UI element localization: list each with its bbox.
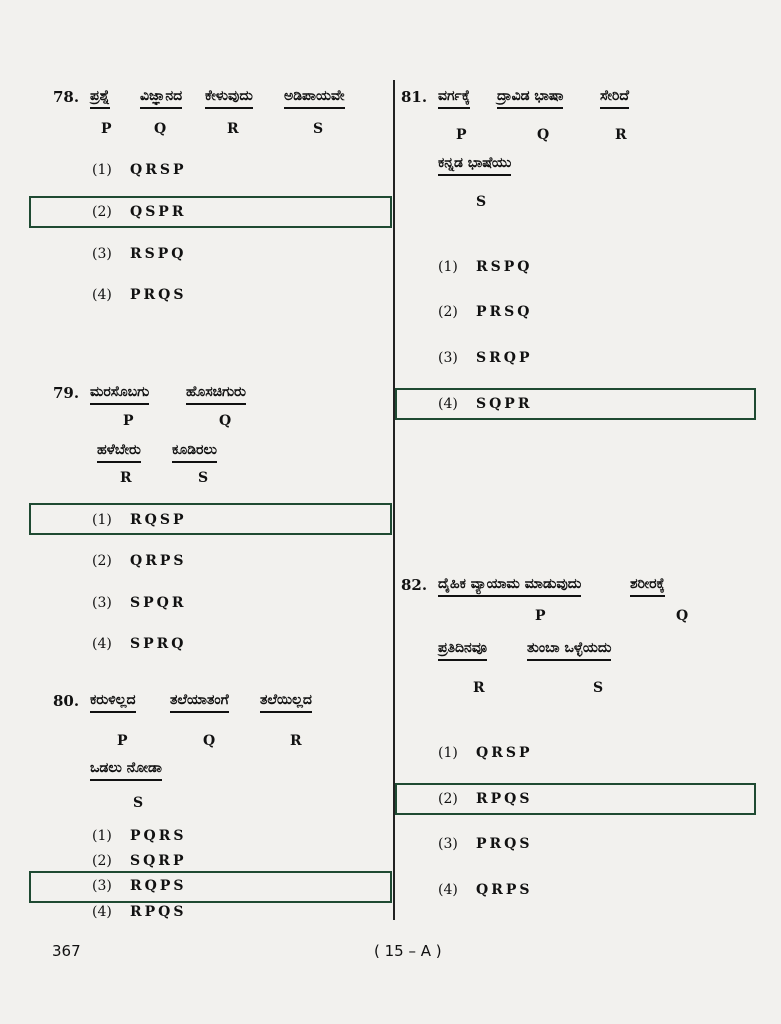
tag-r: R (473, 680, 485, 696)
segment-r: ಪ್ರತಿದಿನವೂ (438, 640, 487, 661)
segment-p: ಪ್ರಶ್ನೆ (90, 88, 110, 109)
tag-p: P (123, 413, 134, 429)
tag-q: Q (154, 121, 167, 137)
tag-r: R (120, 470, 132, 486)
question-number: 80. (53, 692, 80, 710)
option-3[interactable]: (3) SPQR (92, 595, 187, 611)
answer-highlight-box (29, 871, 392, 903)
segment-q: ತಲೆಯಾತಂಗೆ (170, 692, 229, 713)
page-code: 367 (52, 942, 81, 960)
segment-s: ಕನ್ನಡ ಭಾಷೆಯು (438, 155, 511, 176)
option-2[interactable]: (2) RPQS (438, 791, 533, 807)
tag-p: P (117, 733, 128, 749)
option-2[interactable]: (2) SQRP (92, 853, 187, 869)
segment-q: ಹೊಸಚಿಗುರು (186, 384, 246, 405)
option-1[interactable]: (1) QRSP (438, 745, 533, 761)
tag-s: S (133, 795, 144, 811)
option-1[interactable]: (1) RSPQ (438, 259, 533, 275)
tag-s: S (313, 121, 324, 137)
question-number: 78. (53, 88, 80, 106)
tag-q: Q (676, 608, 689, 624)
option-3[interactable]: (3) SRQP (438, 350, 533, 366)
segment-q: ವಿಜ್ಞಾನದ (140, 88, 182, 109)
segment-p: ಮರಸೊಬಗು (90, 384, 149, 405)
answer-highlight-box (395, 783, 756, 815)
segment-s: ಒಡಲು ನೋಡಾ (90, 760, 162, 781)
segment-s: ಕೂಡಿರಲು (172, 442, 217, 463)
option-3[interactable]: (3) RQPS (92, 878, 187, 894)
segment-p: ಕರುಳಿಲ್ಲದ (90, 692, 136, 713)
tag-q: Q (219, 413, 232, 429)
question-number: 79. (53, 384, 80, 402)
segment-r: ತಲೆಯಿಲ್ಲದ (260, 692, 312, 713)
segment-p: ವರ್ಗಕ್ಕೆ (438, 88, 470, 109)
option-4[interactable]: (4) SPRQ (92, 636, 187, 652)
option-2[interactable]: (2) PRSQ (438, 304, 533, 320)
tag-r: R (615, 127, 627, 143)
tag-p: P (535, 608, 546, 624)
segment-s: ತುಂಬಾ ಒಳ್ಳೆಯದು (527, 640, 611, 661)
option-4[interactable]: (4) PRQS (92, 287, 187, 303)
question-number: 81. (401, 88, 428, 106)
option-4[interactable]: (4) SQPR (438, 396, 533, 412)
segment-q: ಶರೀರಕ್ಕೆ (630, 576, 665, 597)
page-label: ( 15 – A ) (374, 942, 442, 960)
option-4[interactable]: (4) QRPS (438, 882, 533, 898)
option-1[interactable]: (1) PQRS (92, 828, 187, 844)
tag-p: P (456, 127, 467, 143)
segment-q: ದ್ರಾವಿಡ ಭಾಷಾ (497, 88, 563, 109)
tag-r: R (290, 733, 302, 749)
tag-s: S (198, 470, 209, 486)
option-1[interactable]: (1) QRSP (92, 162, 187, 178)
segment-r: ಕೇಳುವುದು (205, 88, 253, 109)
option-2[interactable]: (2) QRPS (92, 553, 187, 569)
option-1[interactable]: (1) RQSP (92, 512, 187, 528)
segment-r: ಸೇರಿದೆ (600, 88, 629, 109)
option-3[interactable]: (3) PRQS (438, 836, 533, 852)
option-4[interactable]: (4) RPQS (92, 904, 187, 920)
tag-q: Q (203, 733, 216, 749)
answer-highlight-box (395, 388, 756, 420)
tag-q: Q (537, 127, 550, 143)
answer-highlight-box (29, 503, 392, 535)
segment-s: ಅಡಿಪಾಯವೇ (284, 88, 345, 109)
option-2[interactable]: (2) QSPR (92, 204, 187, 220)
answer-highlight-box (29, 196, 392, 228)
segment-r: ಹಳೆಬೇರು (97, 442, 141, 463)
tag-s: S (593, 680, 604, 696)
question-number: 82. (401, 576, 428, 594)
tag-p: P (101, 121, 112, 137)
tag-r: R (227, 121, 239, 137)
segment-p: ದೈಹಿಕ ವ್ಯಾಯಾಮ ಮಾಡುವುದು (438, 576, 581, 597)
tag-s: S (476, 194, 487, 210)
option-3[interactable]: (3) RSPQ (92, 246, 187, 262)
